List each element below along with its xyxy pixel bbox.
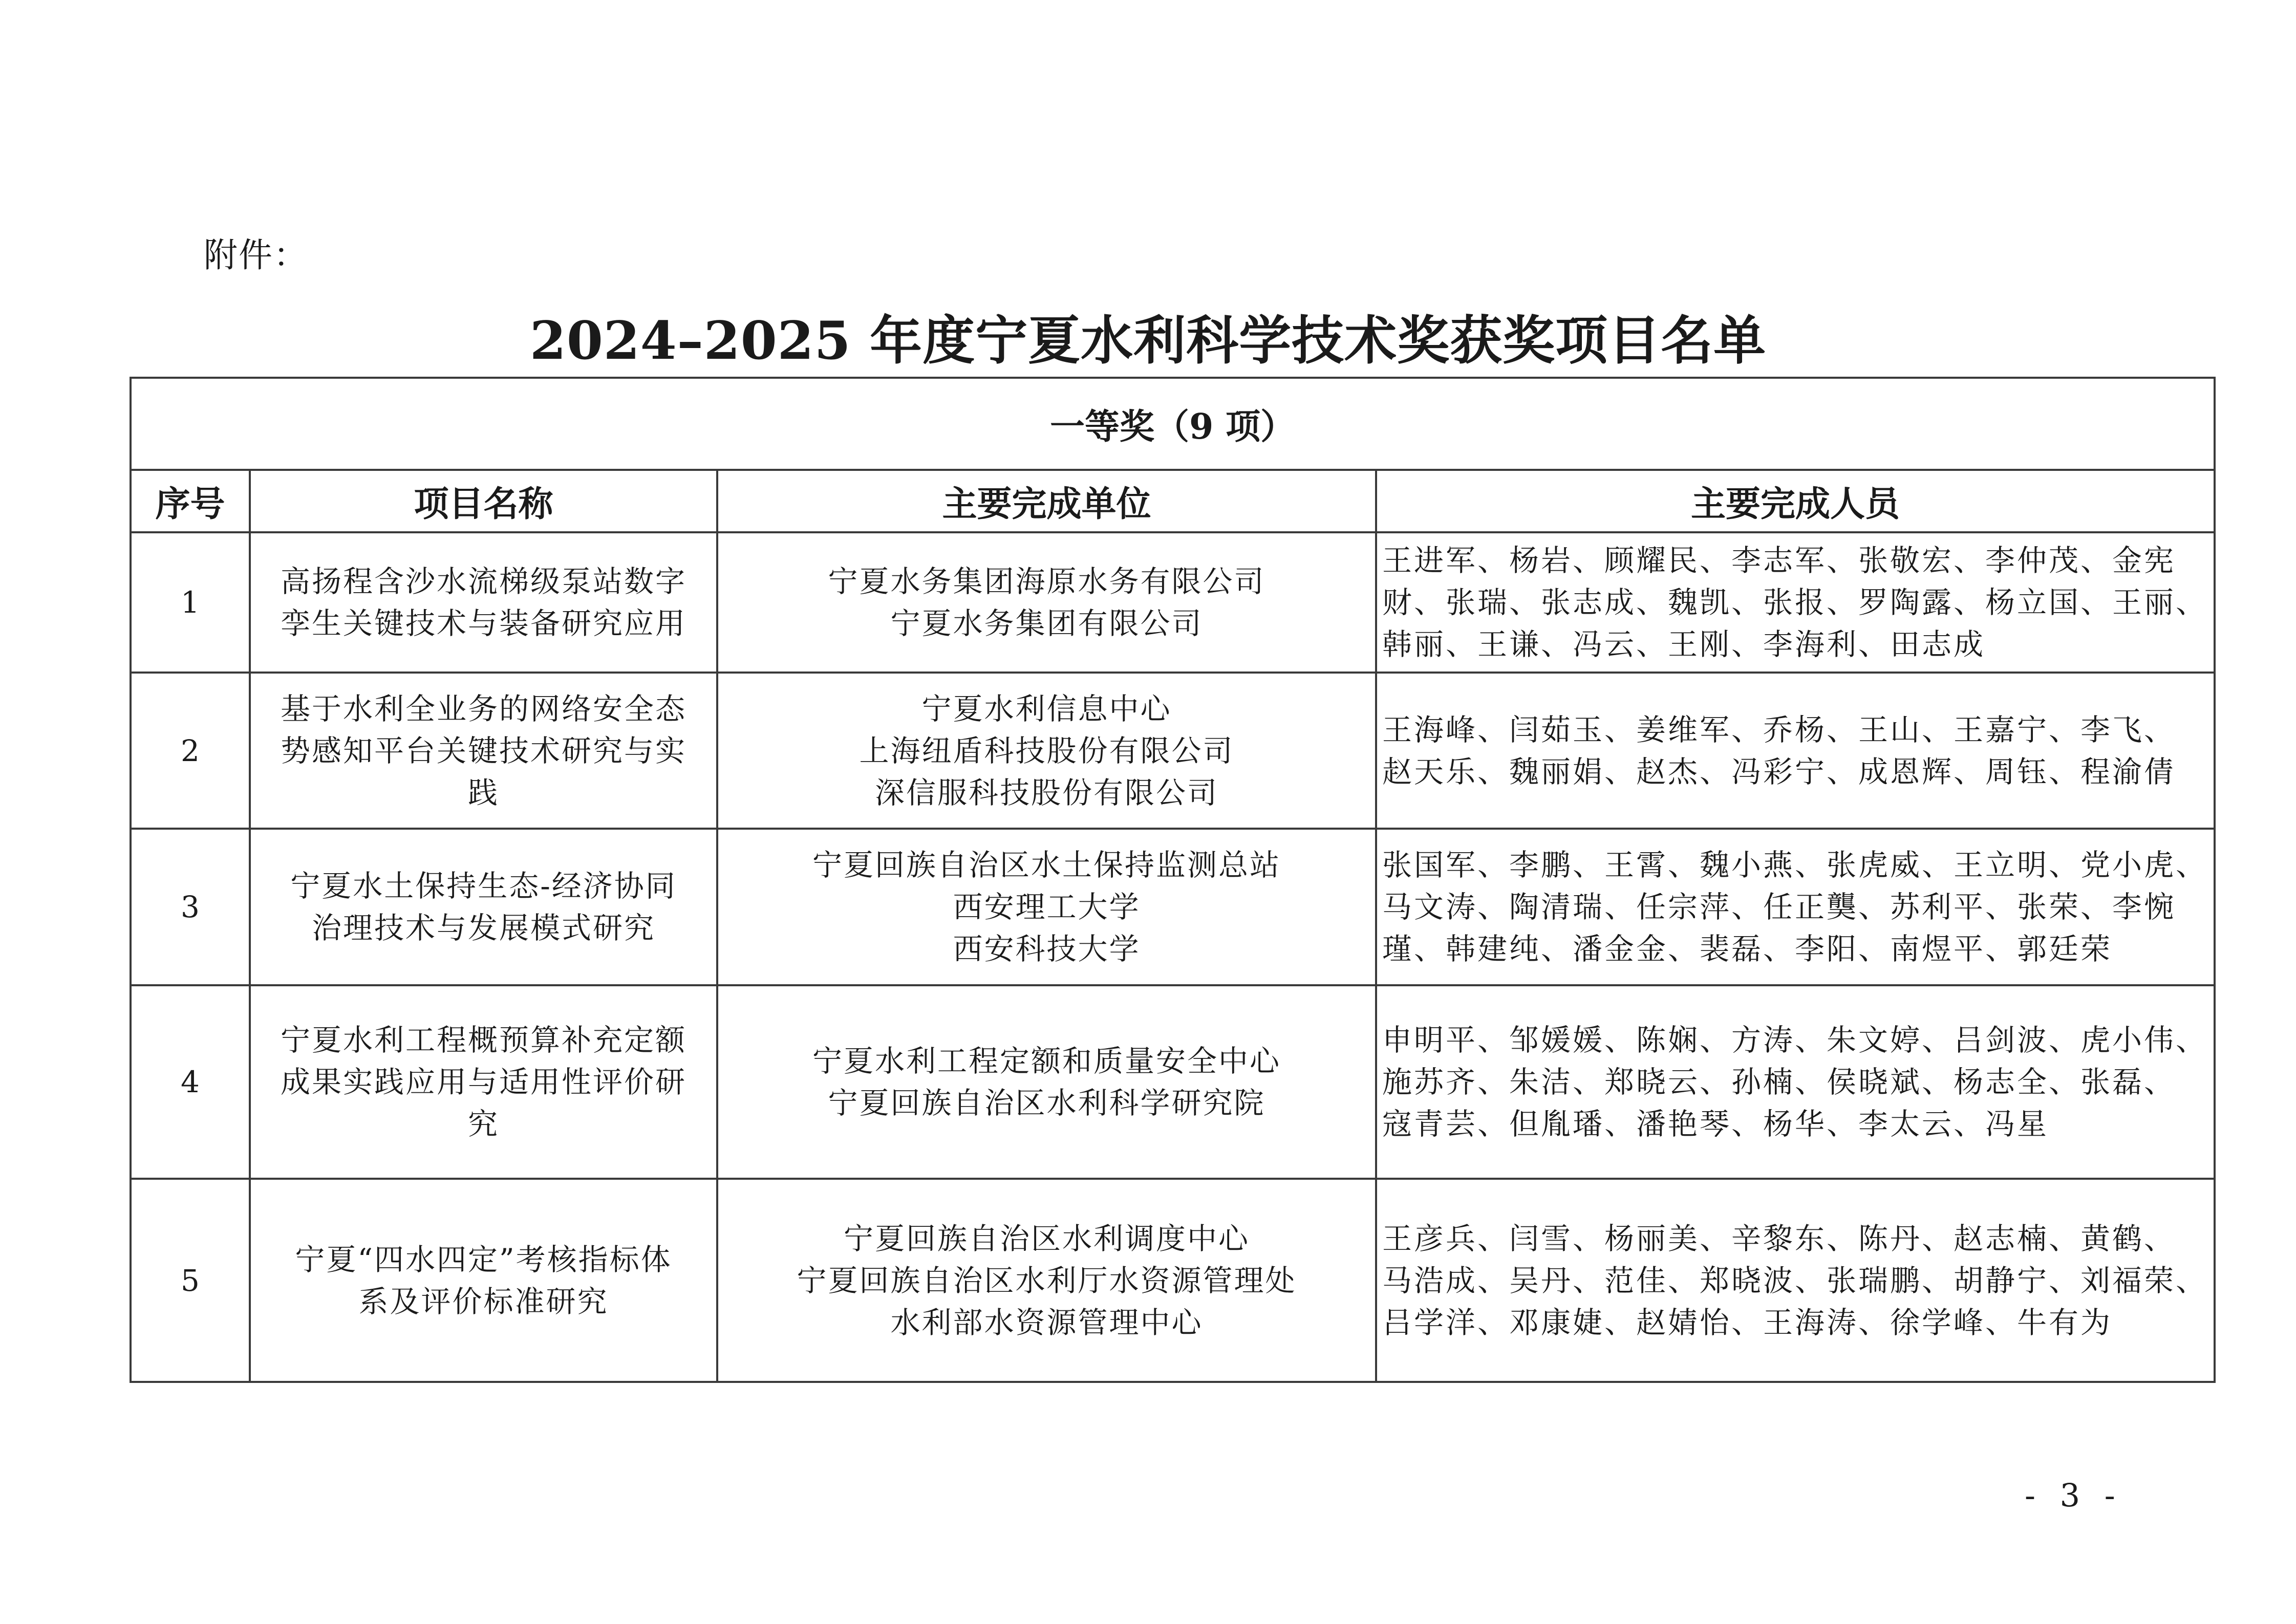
- row-project-name: [250, 673, 717, 829]
- row-people: [1376, 985, 2215, 1179]
- row-seq: 5: [131, 1179, 250, 1382]
- awards-table: [130, 377, 2216, 1383]
- row-units: [717, 673, 1376, 829]
- row-project-name-line: 系及评价标准研究: [358, 1284, 609, 1319]
- row-seq: 1: [131, 532, 250, 673]
- table-row: [131, 673, 2215, 829]
- table-row: [131, 1179, 2215, 1382]
- row-people: [1376, 532, 2215, 673]
- row-project-name-line: 孪生关键技术与装备研究应用: [280, 606, 686, 641]
- column-header-name: 项目名称: [250, 470, 717, 532]
- row-project-name-line: 宁夏水利工程概预算补充定额: [280, 1023, 686, 1057]
- row-project-name-line: 践: [467, 775, 499, 810]
- row-project-name-line: 基于水利全业务的网络安全态: [280, 691, 686, 726]
- row-people-line: 马文涛、陶清瑞、任宗萍、任正龑、苏利平、张荣、李惋: [1382, 890, 2176, 924]
- row-project-name: [250, 829, 717, 985]
- row-people-line: 瑾、韩建纯、潘金金、裴磊、李阳、南煜平、郭廷荣: [1382, 932, 2113, 966]
- document-title: 2024–2025 年度宁夏水利科学技术奖获奖项目名单: [529, 310, 1767, 372]
- table-row: [131, 532, 2215, 673]
- table-row: [131, 985, 2215, 1179]
- row-project-name-line: 势感知平台关键技术研究与实: [280, 733, 686, 768]
- row-units-line: 宁夏水利工程定额和质量安全中心: [812, 1044, 1281, 1078]
- row-units-line: 宁夏回族自治区水利厅水资源管理处: [797, 1263, 1297, 1298]
- row-units-line: 宁夏回族自治区水利科学研究院: [828, 1086, 1265, 1120]
- row-units-line: 上海纽盾科技股份有限公司: [859, 733, 1234, 768]
- row-project-name-line: 治理技术与发展模式研究: [311, 911, 655, 945]
- row-units-line: 西安理工大学: [953, 890, 1141, 924]
- row-units-line: 西安科技大学: [953, 932, 1141, 966]
- row-units: [717, 532, 1376, 673]
- row-people-line: 赵天乐、魏丽娟、赵杰、冯彩宁、成恩辉、周钰、程渝倩: [1382, 754, 2176, 789]
- row-people-line: 韩丽、王谦、冯云、王刚、李海利、田志成: [1382, 627, 1986, 662]
- row-people: [1376, 673, 2215, 829]
- row-people: [1376, 1179, 2215, 1382]
- row-seq: 2: [131, 673, 250, 829]
- row-units: [717, 985, 1376, 1179]
- row-units-line: 宁夏回族自治区水利调度中心: [843, 1221, 1250, 1256]
- column-header-units: 主要完成单位: [717, 470, 1376, 532]
- row-people-line: 财、张瑞、张志成、魏凯、张报、罗陶露、杨立国、王丽、: [1382, 585, 2208, 620]
- row-project-name: [250, 532, 717, 673]
- row-units-line: 深信服科技股份有限公司: [874, 775, 1218, 810]
- grade-header-row: [131, 378, 2215, 470]
- row-units-line: 宁夏水务集团海原水务有限公司: [828, 564, 1265, 599]
- award-rows: [131, 532, 2215, 1382]
- row-people-line: 王进军、杨岩、顾耀民、李志军、张敬宏、李仲茂、金宪: [1382, 543, 2176, 578]
- row-project-name: [250, 1179, 717, 1382]
- column-header-people: 主要完成人员: [1376, 470, 2215, 532]
- row-project-name-line: 宁夏“四水四定”考核指标体: [295, 1242, 672, 1277]
- attachment-label: 附件：: [204, 235, 308, 275]
- row-units: [717, 1179, 1376, 1382]
- page-number: - 3 -: [2025, 1477, 2122, 1514]
- row-units-line: 水利部水资源管理中心: [890, 1305, 1203, 1340]
- row-units-line: 宁夏水务集团有限公司: [890, 606, 1203, 641]
- row-units-line: 宁夏回族自治区水土保持监测总站: [812, 848, 1281, 882]
- column-header-row: [131, 470, 2215, 532]
- row-seq: 3: [131, 829, 250, 985]
- row-people-line: 施苏齐、朱洁、郑晓云、孙楠、侯晓斌、杨志全、张磊、: [1382, 1065, 2176, 1099]
- row-people-line: 张国军、李鹏、王霄、魏小燕、张虎威、王立明、党小虎、: [1382, 848, 2208, 882]
- column-header-seq: 序号: [131, 470, 250, 532]
- row-people-line: 马浩成、吴丹、范佳、郑晓波、张瑞鹏、胡静宁、刘福荣、: [1382, 1263, 2208, 1298]
- row-people-line: 寇青芸、但胤璠、潘艳琴、杨华、李太云、冯星: [1382, 1107, 2049, 1141]
- row-project-name-line: 究: [467, 1107, 499, 1141]
- row-people-line: 申明平、邹媛媛、陈娴、方涛、朱文婷、吕剑波、虎小伟、: [1382, 1023, 2208, 1057]
- row-units: [717, 829, 1376, 985]
- row-people-line: 王彦兵、闫雪、杨丽美、辛黎东、陈丹、赵志楠、黄鹤、: [1382, 1221, 2176, 1256]
- row-project-name-line: 宁夏水土保持生态-经济协同: [290, 869, 677, 903]
- table-row: [131, 829, 2215, 985]
- row-project-name-line: 成果实践应用与适用性评价研: [280, 1065, 686, 1099]
- row-seq: 4: [131, 985, 250, 1179]
- row-people: [1376, 829, 2215, 985]
- row-project-name: [250, 985, 717, 1179]
- row-units-line: 宁夏水利信息中心: [921, 691, 1172, 726]
- row-project-name-line: 高扬程含沙水流梯级泵站数字: [280, 564, 686, 599]
- row-people-line: 吕学洋、邓康婕、赵婧怡、王海涛、徐学峰、牛有为: [1382, 1305, 2113, 1340]
- grade-header: 一等奖（9 项）: [131, 378, 2215, 470]
- row-people-line: 王海峰、闫茹玉、姜维军、乔杨、王山、王嘉宁、李飞、: [1382, 712, 2176, 747]
